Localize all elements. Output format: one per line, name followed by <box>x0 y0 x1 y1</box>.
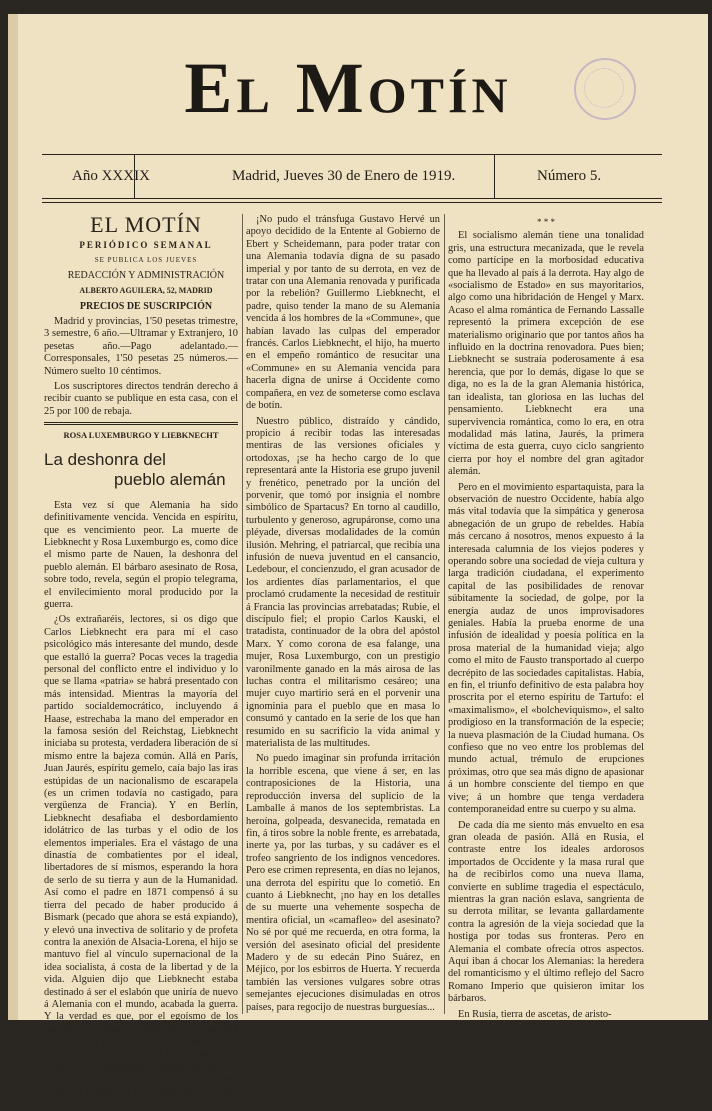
issue-year: Año XXXIX <box>72 168 150 184</box>
article-headline-line1: La deshonra del <box>44 449 166 469</box>
masthead-info-line <box>42 164 662 190</box>
column-2 <box>246 214 440 1014</box>
article-paragraph: ¡No pudo el tránsfuga Gustavo Hervé un apoyo decidido de la Entente al Gobierno de Ebert y Scheidemann, para poder tratar con una Alemania todavía digna de su pasado imperial y por tanto de su derrota, en vez de tratar con una Alemania renovada y purificada por la rebelión? Guillermo Liebknecht, el padre, quiso tender la mano de su Alemania vencida á los hombres de la «Commune», que habían lavado las culpas del emperador francés. Carlos Liebknecht, el hijo, ha muerto en el empeño romántico de resucitar una «Commune» en su Alemania vencida para hacerla digna de unirse á Occidente como compañera, en vez de someterse como esclava de botín. <box>246 214 440 412</box>
article-section-head: ROSA LUXEMBURGO Y LIEBKNECHT <box>63 430 219 441</box>
newspaper-page <box>8 14 708 1110</box>
infobox-subtitle2: SE PUBLICA LOS JUEVES <box>94 256 198 265</box>
masthead-rule-bottom-2 <box>42 202 662 203</box>
infobox-precios-title: PRECIOS DE SUSCRIPCIÓN <box>79 300 213 312</box>
section-stars: * * * <box>537 217 555 227</box>
article-paragraph: No puedo imaginar sin profunda irritación la horrible escena, que viene á ser, en las contraposiciones de la Historia, una reproducción inversa del suplicio de la Lamballe á manos de los septembristas. La heroína, golpeada, desvanecida, rematada en fin, á tiros sobre la noble frente, es arrebatada, inerte ya, por las turbas, y su cadáver es el trofeo sangriento de los indignos vencedores. Pero ese crimen representa, en días no lejanos, una derrota del espíritu que lo cometió. En cuanto á Liebknecht, ¡no hay en los detalles de su muerte una vehemente sospecha de mentira oficial, un «camafleo» del asesinato? No sé por qué me recuerda, en otra forma, la versión del asesinato oficial del presidente Madero y de su edecán Pino Suárez, en Méjico, por los esbirros de Huerta. Y recuerda también las versiones vulgares sobre otras semejantes ejecuciones disimuladas en otros países, para regocijo de nuestras burguesías... <box>246 753 440 1013</box>
issue-number: Número 5. <box>537 168 602 184</box>
article-paragraph: Pero en el movimiento espartaquista, para la observación de nuestro Occidente, había algo más vital todavía que la simpática y generosa abnegación de un grupo de rebeldes. Había más cercano á nosotros, menos expuesto á la interesada calumnia de los viejos poderes y operando sobre una sociedad de vieja cultura y larga tradición ciudadana, el experimento capital de las posibilidades de renovar súbitamente la sociedad, de golpe, por la energía audaz de unos improvisadores geniales. Había la prueba enorme de una infusión de idealidad y poesía política en la prosa material de la humanidad vieja; algo como el mito de Fausto transportado al cuerpo decrépito de las sociedades capitalistas. Había, en fin, el triunfo definitivo de esta palabra hoy proscrita por el eterno espíritu de Tartufo: el «maximalismo», el «bolcheviquismo», el salto prodigioso en la transformación de la especie; la nueva plasmación de la Ciudad humana. Os confieso que no veo entre los problemas del mundo actual, trémulo de erupciones próximas, otro que sea más digno de apasionar á un hombre consciente del tiempo en que vive; á un hombre que tenga verdadera contemporaneidad entre su cuerpo y su alma. <box>448 481 644 816</box>
article-paragraph: En Rusia, tierra de ascetas, de aristo- <box>458 1008 612 1020</box>
infobox-precios-text: Madrid y provincias, 1'50 pesetas trimestre, 3 semestre, 6 año.—Ultramar y Extranjero, 10 pesetas año.—Pago adelantado.—Corresponsales, 1'50 pesetas 25 números.—Número suelto 10 céntimos. <box>44 316 238 377</box>
infobox-subtitle: PERIÓDICO SEMANAL <box>79 240 213 250</box>
column-1 <box>44 212 238 1110</box>
masthead-title: El Motín <box>184 48 512 128</box>
column-rule-1 <box>242 214 243 1014</box>
article-headline-line2: pueblo alemán <box>114 469 226 489</box>
article-paragraph: Nuestro público, distraído y cándido, propicio á recibir todas las interesadas mentiras de las versiones oficiales y ortodoxas, ¡se ha hecho cargo de lo que representará ante la Historia ese grupo juvenil y frenético, penetrado por la unción del porvenir, que tomó por insignia el nombre simbólico de Spartacus? En torno al caudillo, turbulento y generoso, agrupáronse, como una pléyade, diversas modalidades de la común ilusión. Mehring, el patriarcal, que recibía una infusión de nueva juventud en el cansancio, Ledebour, el concienzudo, el gran acusador de los ardientes días parlamentarios, el que proclamó crudamente la necesidad de restituir á Francia las provincias arrebatadas; Rubie, el discípulo fiel; el propio Carlos Kauski, el tratadista, continuador de la obra del apóstol Marx. Y como corona de esa falange, una mujer, Rosa Luxemburgo, con un prestigio varonilmente ganado en la más airosa de las luchas contra el militarismo cesáreo; una mujer cuyo martirio será en el porvenir una ignominia para el pueblo que en masa lo consumó y cantado en la serie de los que han resumido en su sacrificio la vida animal y materialista de las multitudes. <box>246 415 440 750</box>
infobox-title: EL MOTÍN <box>90 212 202 237</box>
column-3 <box>448 214 644 1020</box>
article-paragraph: El socialismo alemán tiene una tonalidad gris, una estructura mecanizada, que le revela como partícipe en la morbosidad educativa que ha llevado al país á la derrota. Hay algo de «socialismo de Estado» en sus mayoritarios, algo como una hibridación de Hengel y Marx. Acaso el alma romántica de Fernando Lassalle representó la primera excepción de ese materialismo originario que por tantos años ha influido en la doctrina renovadora. Pues bien; Liebknecht se sustraía poderosamente á esa herencia, que por lo demás, digase lo que se diga, no es la de la gran Alemania histórica, tan idealista, tan gloriosa en las luchas del pensamiento. Liebknecht era una supervivencia romántica, como lo era, en otra modalidad más latina, Jaurés, la primera víctima de esta guerra, cuyo ciclo sangriento cierra por hoy el nombre del gran agitador alemán. <box>448 230 644 478</box>
article-paragraph: Esta vez sí que Alemania ha sido definitivamente vencida. Vencida en espíritu, que es vencimiento peor. La muerte de Liebknecht y Rosa Luxemburgo es, como dice el mismo parte de Nauen, la deshonra del pueblo alemán. El bárbaro asesinato de Rosa, sobre todo, revela, según el propio telegrama, el envilecimiento moral producido por la guerra. <box>44 499 238 610</box>
infobox-redaccion: REDACCIÓN Y ADMINISTRACIÓN <box>67 269 225 281</box>
article-paragraph: ¿Os extrañaréis, lectores, si os digo que Carlos Liebknecht era para mí el caso psicológico más interesante del mundo, desde que estalló la guerra? Pocas veces la tragedia personal del conflicto entre el individuo y lo que se llama «patria» se habrá presentado con más intensidad. Mientras la mayoría del partido socialdemocrático, incluyendo á Haase, estrechaba la mano del emperador en la famosa sesión del Reichstag, Liebknecht iniciaba su protesta, verdadera liberación de sí mismo entre la bajeza común. Allá en París, Juan Jaurés, espíritu gemelo, caía bajo las iras estúpidas de un nacionalismo de escarapela (es un crimen todavía no castigado, para vergüenza de Francia). Y en Berlín, Liebknecht desafiaba el desbordamiento idolátrico de las turbas y el odio de los elementos imperiales. Era el vástago de una dinastía de combatientes por el ideal, libertadores de sí mismos, esperando la hora de serlo de su tierra y aun de la Humanidad. Así como el padre en 1871 compensó á su tierra del pecado de haber producido á Bismark (pecado que ahora se está expiando), y elevó una invectiva de solitario y de profeta contra la anexión de Alsacia-Lorena, el hijo se mantuvo fiel al vínculo supernacional de la idea socialista, á costa de la libertad y de la vida. Alguien dijo que Liebknecht estaba destinado á ser el eslabón que uniría de nuevo á Alemania con el mundo, acabada la guerra. Y la verdad es que, por el egoísmo de los pueblos vencedores, Liebknecht era, más allá de la guerra material, el representante de la verdadera lucha espiritual de la Alemania libre contra las exigencias desmesuradas de Occidente, exigencias dirigidas más todavía contra el peligro de la renovación social del mundo que contra la nación vencida. <box>44 614 238 1110</box>
library-stamp <box>574 58 636 120</box>
infobox-suscriptores-text: Los suscriptores directos tendrán derecho á recibir cuanto se publique en esta casa, con el 25 por 100 de rebaja. <box>44 381 238 417</box>
issue-date: Madrid, Jueves 30 de Enero de 1919. <box>232 168 456 184</box>
infobox-address: ALBERTO AGUILERA, 52, MADRID <box>79 286 213 296</box>
infobox-rule <box>44 422 238 425</box>
article-paragraph: De cada día me siento más envuelto en esa gran oleada de pasión. Allá en Rusia, el contraste entre los ideales ardorosos importados de Occidente y la masa rural que ha de recibirlos como una nueva llama, convierte en sublime tragedia el espectáculo, mientras la gran nación eslava, sangrienta de su derrota militar, se levanta gallardamente contra la agresión de la vieja sociedad que la hostiga por todas sus fronteras. Pero en Alemania el combate ofrecía otros aspectos. Aquí iban á chocar los Alemanias: la heredera del romanticismo y el último reflejo del Sacro Romano Imperio que quisieron imitar los bárbaros. <box>448 819 644 1005</box>
column-rule-2 <box>444 214 445 1014</box>
masthead-rule-top <box>42 154 662 155</box>
masthead-rule-bottom <box>42 198 662 199</box>
